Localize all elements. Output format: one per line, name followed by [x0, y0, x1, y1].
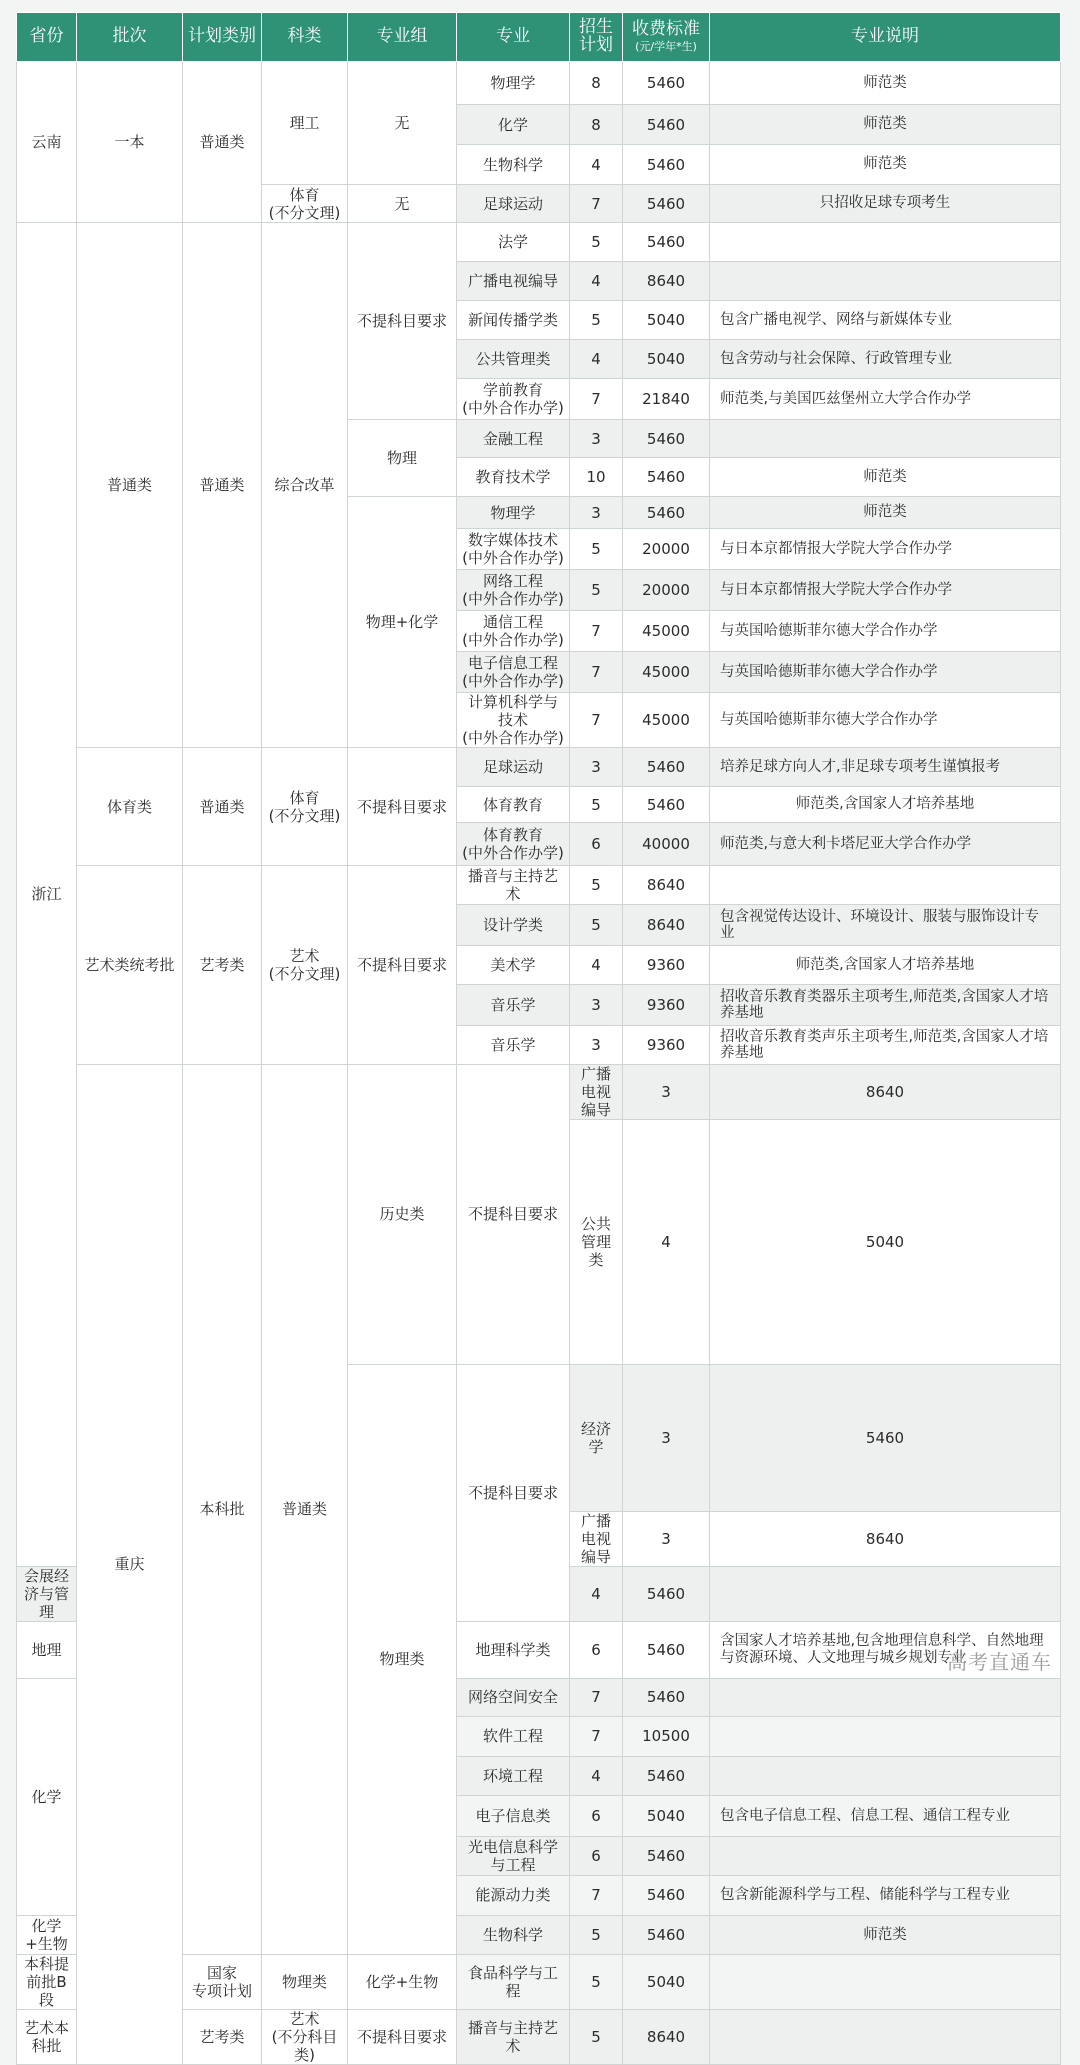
- fee-cell: 5460: [623, 497, 710, 529]
- fee-cell: 5460: [623, 1566, 710, 1621]
- group-cell: 地理: [17, 1621, 77, 1678]
- fee-cell: 9360: [623, 985, 710, 1026]
- quota-cell: 5: [570, 529, 623, 570]
- description-cell: 培养足球方向人才,非足球专项考生谨慎报考: [710, 748, 1061, 787]
- description-cell: 师范类,与美国匹兹堡州立大学合作办学: [710, 379, 1061, 420]
- quota-cell: 3: [623, 1364, 710, 1511]
- quota-cell: 5: [570, 223, 623, 262]
- quota-cell: 3: [570, 748, 623, 787]
- description-cell: 师范类,含国家人才培养基地: [710, 946, 1061, 985]
- major-cell: 法学: [457, 223, 570, 262]
- subject-type-cell: 理工: [262, 62, 348, 185]
- group-cell: 化学+生物: [17, 1915, 77, 1954]
- major-cell: 会展经济与管理: [17, 1566, 77, 1621]
- quota-cell: 3: [570, 1026, 623, 1065]
- header-quota: 招生 计划: [570, 13, 623, 62]
- group-cell: 不提科目要求: [457, 1065, 570, 1365]
- description-cell: 包含新能源科学与工程、储能科学与工程专业: [710, 1875, 1061, 1915]
- batch-cell: 艺术类统考批: [77, 866, 183, 1065]
- fee-cell: 5460: [623, 1678, 710, 1716]
- description-cell: 师范类: [710, 105, 1061, 145]
- admission-plan-table: [16, 12, 1061, 2065]
- fee-cell: 5040: [623, 1954, 710, 2009]
- major-cell: 生物科学: [457, 1915, 570, 1954]
- group-cell: 无: [348, 185, 457, 223]
- major-cell: 播音与主持艺术: [457, 866, 570, 905]
- batch-cell: 体育类: [77, 748, 183, 866]
- description-cell: [710, 1716, 1061, 1756]
- group-cell: 不提科目要求: [348, 2009, 457, 2064]
- fee-cell: 5040: [623, 301, 710, 340]
- fee-cell: 5460: [623, 787, 710, 823]
- quota-cell: 4: [570, 946, 623, 985]
- fee-cell: 40000: [623, 823, 710, 866]
- quota-cell: 8: [570, 105, 623, 145]
- major-cell: 足球运动: [457, 185, 570, 223]
- description-cell: 只招收足球专项考生: [710, 185, 1061, 223]
- quota-cell: 6: [570, 1836, 623, 1875]
- quota-cell: 5: [570, 866, 623, 905]
- group-cell: 化学+生物: [348, 1954, 457, 2009]
- quota-cell: 4: [570, 1756, 623, 1795]
- quota-cell: 7: [570, 693, 623, 748]
- header-batch: 批次: [77, 13, 183, 62]
- group-cell: 不提科目要求: [348, 223, 457, 420]
- quota-cell: 4: [570, 145, 623, 185]
- major-cell: 地理科学类: [457, 1621, 570, 1678]
- fee-cell: 8640: [623, 905, 710, 946]
- quota-cell: 7: [570, 1875, 623, 1915]
- quota-cell: 3: [623, 1065, 710, 1120]
- description-cell: 与英国哈德斯菲尔德大学合作办学: [710, 652, 1061, 693]
- fee-cell: 5460: [623, 1836, 710, 1875]
- major-cell: 播音与主持艺术: [457, 2009, 570, 2064]
- quota-cell: 4: [570, 1566, 623, 1621]
- province-cell: 云南: [17, 62, 77, 223]
- major-cell: 广播电视编导: [570, 1065, 623, 1120]
- major-cell: 环境工程: [457, 1756, 570, 1795]
- plan-type-cell: 国家 专项计划: [183, 1954, 262, 2009]
- subject-type-cell: 物理类: [262, 1954, 348, 2009]
- quota-cell: 5: [570, 301, 623, 340]
- subject-type-cell: 综合改革: [262, 223, 348, 748]
- fee-cell: 5460: [623, 1875, 710, 1915]
- description-cell: 与日本京都情报大学院大学合作办学: [710, 570, 1061, 611]
- table-row: [17, 748, 1061, 787]
- group-cell: 不提科目要求: [457, 1364, 570, 1621]
- description-cell: 含国家人才培养基地,包含地理信息科学、自然地理与资源环境、人文地理与城乡规划专业: [710, 1621, 1061, 1678]
- quota-cell: 5: [570, 2009, 623, 2064]
- description-cell: 包含劳动与社会保障、行政管理专业: [710, 340, 1061, 379]
- fee-cell: 8640: [710, 1511, 1061, 1566]
- description-cell: [710, 1836, 1061, 1875]
- fee-cell: 20000: [623, 570, 710, 611]
- fee-cell: 21840: [623, 379, 710, 420]
- table-row: [17, 1065, 1061, 1120]
- description-cell: 师范类,含国家人才培养基地: [710, 787, 1061, 823]
- description-cell: 包含视觉传达设计、环境设计、服装与服饰设计专业: [710, 905, 1061, 946]
- quota-cell: 6: [570, 1795, 623, 1836]
- fee-cell: 8640: [623, 262, 710, 301]
- description-cell: 师范类: [710, 145, 1061, 185]
- description-cell: 招收音乐教育类器乐主项考生,师范类,含国家人才培养基地: [710, 985, 1061, 1026]
- description-cell: [710, 420, 1061, 458]
- description-cell: [710, 1954, 1061, 2009]
- fee-cell: 5460: [710, 1364, 1061, 1511]
- major-cell: 经济学: [570, 1364, 623, 1511]
- major-cell: 公共管理类: [457, 340, 570, 379]
- quota-cell: 3: [570, 420, 623, 458]
- plan-type-cell: 普通类: [183, 748, 262, 866]
- description-cell: 与日本京都情报大学院大学合作办学: [710, 529, 1061, 570]
- major-cell: 金融工程: [457, 420, 570, 458]
- header-fee: 收费标准 (元/学年*生): [623, 13, 710, 62]
- fee-cell: 5460: [623, 420, 710, 458]
- batch-cell: 普通类: [77, 223, 183, 748]
- batch-cell: 本科提前批B段: [17, 1954, 77, 2009]
- plan-type-cell: 艺考类: [183, 866, 262, 1065]
- major-cell: 设计学类: [457, 905, 570, 946]
- fee-cell: 8640: [623, 2009, 710, 2064]
- fee-cell: 5040: [623, 1795, 710, 1836]
- major-cell: 电子信息类: [457, 1795, 570, 1836]
- group-cell: 不提科目要求: [348, 866, 457, 1065]
- header-description: 专业说明: [710, 13, 1061, 62]
- major-cell: 广播电视编导: [457, 262, 570, 301]
- quota-cell: 3: [623, 1511, 710, 1566]
- major-cell: 生物科学: [457, 145, 570, 185]
- quota-cell: 7: [570, 1716, 623, 1756]
- major-cell: 音乐学: [457, 1026, 570, 1065]
- major-cell: 美术学: [457, 946, 570, 985]
- quota-cell: 6: [570, 1621, 623, 1678]
- fee-cell: 45000: [623, 693, 710, 748]
- quota-cell: 4: [570, 340, 623, 379]
- description-cell: 招收音乐教育类声乐主项考生,师范类,含国家人才培养基地: [710, 1026, 1061, 1065]
- quota-cell: 7: [570, 652, 623, 693]
- quota-cell: 7: [570, 379, 623, 420]
- description-cell: 师范类: [710, 458, 1061, 497]
- subject-type-cell: 历史类: [348, 1065, 457, 1365]
- quota-cell: 5: [570, 1954, 623, 2009]
- table-row: [17, 62, 1061, 105]
- quota-cell: 7: [570, 185, 623, 223]
- quota-cell: 5: [570, 570, 623, 611]
- fee-cell: 5460: [623, 223, 710, 262]
- description-cell: 师范类: [710, 497, 1061, 529]
- description-cell: 师范类,与意大利卡塔尼亚大学合作办学: [710, 823, 1061, 866]
- header-major: 专业: [457, 13, 570, 62]
- major-cell: 能源动力类: [457, 1875, 570, 1915]
- major-cell: 公共管理类: [570, 1120, 623, 1365]
- fee-cell: 5460: [623, 62, 710, 105]
- quota-cell: 8: [570, 62, 623, 105]
- description-cell: [710, 866, 1061, 905]
- major-cell: 音乐学: [457, 985, 570, 1026]
- table-body: [17, 62, 1061, 2065]
- group-cell: 化学: [17, 1678, 77, 1915]
- major-cell: 物理学: [457, 62, 570, 105]
- quota-cell: 5: [570, 905, 623, 946]
- description-cell: [710, 1756, 1061, 1795]
- quota-cell: 5: [570, 787, 623, 823]
- description-cell: 包含电子信息工程、信息工程、通信工程专业: [710, 1795, 1061, 1836]
- major-cell: 软件工程: [457, 1716, 570, 1756]
- major-cell: 化学: [457, 105, 570, 145]
- admission-plan-table-frame: [16, 12, 1060, 2064]
- quota-cell: 4: [570, 262, 623, 301]
- major-cell: 教育技术学: [457, 458, 570, 497]
- batch-cell: 本科批: [183, 1065, 262, 1955]
- header-province: 省份: [17, 13, 77, 62]
- group-cell: 无: [348, 62, 457, 185]
- batch-cell: 一本: [77, 62, 183, 223]
- fee-cell: 5460: [623, 1915, 710, 1954]
- quota-cell: 5: [570, 1915, 623, 1954]
- major-cell: 网络空间安全: [457, 1678, 570, 1716]
- plan-type-cell: 艺考类: [183, 2009, 262, 2064]
- fee-cell: 20000: [623, 529, 710, 570]
- major-cell: 广播电视编导: [570, 1511, 623, 1566]
- plan-type-cell: 普通类: [262, 1065, 348, 1955]
- plan-type-cell: 普通类: [183, 223, 262, 748]
- major-cell: 通信工程 (中外合作办学): [457, 611, 570, 652]
- description-cell: [710, 1678, 1061, 1716]
- description-cell: [710, 262, 1061, 301]
- fee-cell: 9360: [623, 1026, 710, 1065]
- subject-type-cell: 艺术 (不分文理): [262, 866, 348, 1065]
- major-cell: 新闻传播学类: [457, 301, 570, 340]
- group-cell: 物理+化学: [348, 497, 457, 748]
- description-cell: 与英国哈德斯菲尔德大学合作办学: [710, 693, 1061, 748]
- description-cell: [710, 1566, 1061, 1621]
- fee-cell: 45000: [623, 611, 710, 652]
- subject-type-cell: 体育 (不分文理): [262, 185, 348, 223]
- quota-cell: 3: [570, 985, 623, 1026]
- major-cell: 光电信息科学 与工程: [457, 1836, 570, 1875]
- major-cell: 电子信息工程 (中外合作办学): [457, 652, 570, 693]
- fee-cell: 5460: [623, 105, 710, 145]
- major-cell: 计算机科学与技术 (中外合作办学): [457, 693, 570, 748]
- quota-cell: 10: [570, 458, 623, 497]
- quota-cell: 6: [570, 823, 623, 866]
- quota-cell: 7: [570, 1678, 623, 1716]
- fee-cell: 8640: [710, 1065, 1061, 1120]
- batch-cell: 艺术本科批: [17, 2009, 77, 2064]
- major-cell: 体育教育 (中外合作办学): [457, 823, 570, 866]
- table-row: [17, 866, 1061, 905]
- fee-cell: 5040: [710, 1120, 1061, 1365]
- group-cell: 物理: [348, 420, 457, 497]
- description-cell: [710, 223, 1061, 262]
- fee-cell: 10500: [623, 1716, 710, 1756]
- province-cell: 重庆: [77, 1065, 183, 2065]
- subject-type-cell: 艺术 (不分科目类): [262, 2009, 348, 2064]
- description-cell: 师范类: [710, 1915, 1061, 1954]
- province-cell: 浙江: [17, 223, 77, 1567]
- subject-type-cell: 物理类: [348, 1364, 457, 1954]
- quota-cell: 4: [623, 1120, 710, 1365]
- fee-cell: 5460: [623, 145, 710, 185]
- major-cell: 网络工程 (中外合作办学): [457, 570, 570, 611]
- table-row: [17, 223, 1061, 262]
- major-cell: 足球运动: [457, 748, 570, 787]
- description-cell: 师范类: [710, 62, 1061, 105]
- fee-cell: 5460: [623, 1756, 710, 1795]
- group-cell: 不提科目要求: [348, 748, 457, 866]
- subject-type-cell: 体育 (不分文理): [262, 748, 348, 866]
- header-group: 专业组: [348, 13, 457, 62]
- fee-cell: 5460: [623, 748, 710, 787]
- description-cell: [710, 2009, 1061, 2064]
- major-cell: 数字媒体技术 (中外合作办学): [457, 529, 570, 570]
- major-cell: 学前教育 (中外合作办学): [457, 379, 570, 420]
- quota-cell: 3: [570, 497, 623, 529]
- major-cell: 食品科学与工程: [457, 1954, 570, 2009]
- header-subject-type: 科类: [262, 13, 348, 62]
- fee-cell: 9360: [623, 946, 710, 985]
- fee-cell: 5460: [623, 185, 710, 223]
- fee-cell: 5460: [623, 458, 710, 497]
- watermark: 高考直通车: [947, 1650, 1052, 1674]
- major-cell: 体育教育: [457, 787, 570, 823]
- description-cell: 与英国哈德斯菲尔德大学合作办学: [710, 611, 1061, 652]
- plan-type-cell: 普通类: [183, 62, 262, 223]
- header-plan-type: 计划类别: [183, 13, 262, 62]
- major-cell: 物理学: [457, 497, 570, 529]
- fee-cell: 45000: [623, 652, 710, 693]
- header-row: [17, 13, 1061, 62]
- fee-cell: 5040: [623, 340, 710, 379]
- description-cell: 包含广播电视学、网络与新媒体专业: [710, 301, 1061, 340]
- fee-cell: 8640: [623, 866, 710, 905]
- fee-cell: 5460: [623, 1621, 710, 1678]
- quota-cell: 7: [570, 611, 623, 652]
